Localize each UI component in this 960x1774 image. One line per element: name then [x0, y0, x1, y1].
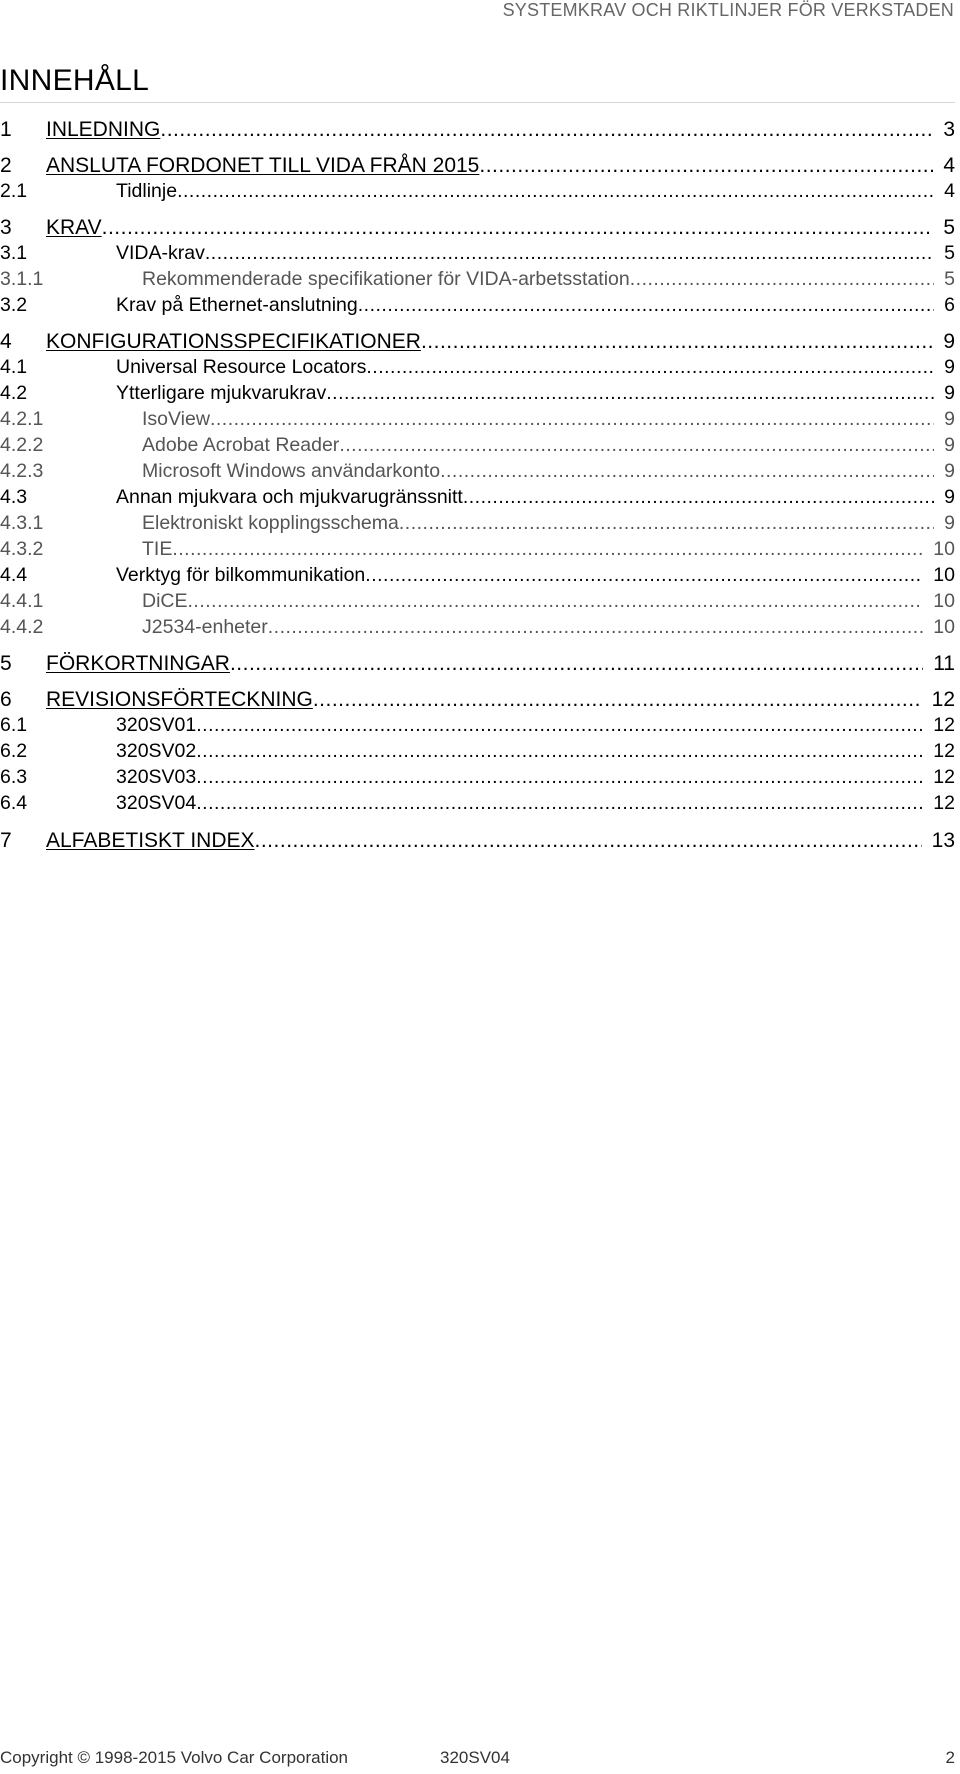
toc-entry-page-number: 10	[933, 590, 955, 612]
toc-entry-label[interactable]: FÖRKORTNINGAR	[46, 652, 230, 675]
toc-entry-label: Universal Resource Locators	[116, 356, 367, 378]
toc-entry[interactable]	[0, 590, 955, 613]
toc-entry-label[interactable]: KONFIGURATIONSSPECIFIKATIONER	[46, 330, 421, 353]
toc-entry-number: 6	[0, 688, 12, 711]
toc-entry-page-number: 9	[944, 486, 955, 508]
footer-copyright: Copyright © 1998-2015 Volvo Car Corporation	[0, 1748, 349, 1767]
dot-leader	[196, 740, 923, 763]
dot-leader	[205, 242, 934, 265]
toc-entry-number: 3	[0, 216, 12, 239]
toc-entry-page-number: 9	[944, 434, 955, 456]
toc-entry-page-number: 6	[944, 294, 955, 316]
toc-entry-number: 3.1	[0, 242, 28, 264]
toc-entry[interactable]	[0, 330, 955, 354]
dot-leader	[160, 118, 933, 142]
toc-entry-page-number: 12	[933, 766, 955, 788]
toc-entry-label: IsoView	[142, 408, 210, 430]
toc-entry[interactable]	[0, 740, 955, 763]
toc-entry[interactable]	[0, 512, 955, 535]
running-header-title: SYSTEMKRAV OCH RIKTLINJER FÖR VERKSTADEN	[502, 0, 954, 20]
toc-entry-page-number: 11	[933, 652, 955, 675]
toc-entry-number: 6.4	[0, 792, 28, 814]
toc-entry[interactable]	[0, 180, 955, 203]
toc-entry[interactable]	[0, 242, 955, 265]
dot-leader	[630, 268, 934, 291]
toc-entry-label: Tidlinje	[116, 180, 178, 202]
toc-entry-number: 7	[0, 829, 12, 852]
dot-leader	[421, 330, 933, 354]
toc-entry-label: Rekommenderade specifikationer för VIDA-arbetsstation	[142, 268, 630, 290]
toc-entry-page-number: 9	[944, 382, 955, 404]
toc-entry[interactable]	[0, 792, 955, 815]
dot-leader	[339, 434, 934, 457]
toc-entry-label: TIE	[142, 538, 173, 560]
dot-leader	[326, 382, 934, 405]
dot-leader	[196, 714, 923, 737]
toc-entry-number: 4.2	[0, 382, 28, 404]
toc-entry-label[interactable]: INLEDNING	[46, 118, 161, 141]
toc-entry[interactable]	[0, 714, 955, 737]
toc-entry-label: 320SV02	[116, 740, 197, 762]
toc-entry-number: 4.2.2	[0, 434, 44, 456]
toc-entry-page-number: 10	[933, 538, 955, 560]
dot-leader	[365, 564, 923, 587]
toc-entry-number: 4.3.1	[0, 512, 44, 534]
toc-entry-page-number: 9	[943, 330, 955, 353]
toc-entry[interactable]	[0, 829, 955, 853]
toc-entry-number: 3.2	[0, 294, 28, 316]
toc-entry[interactable]	[0, 652, 955, 676]
dot-leader	[313, 688, 922, 712]
toc-entry-page-number: 9	[944, 512, 955, 534]
toc-entry-label[interactable]: REVISIONSFÖRTECKNING	[46, 688, 313, 711]
toc-entry-number: 2	[0, 154, 12, 177]
toc-entry-page-number: 9	[944, 408, 955, 430]
toc-entry-number: 6.3	[0, 766, 28, 788]
toc-entry-page-number: 9	[944, 356, 955, 378]
toc-entry[interactable]	[0, 538, 955, 561]
dot-leader	[399, 512, 934, 535]
toc-entry-number: 2.1	[0, 180, 28, 202]
toc-entry-label: Annan mjukvara och mjukvarugränssnitt	[116, 486, 463, 508]
toc-entry-number: 1	[0, 118, 12, 141]
dot-leader	[188, 590, 924, 613]
dot-leader	[440, 460, 934, 483]
toc-entry-label: 320SV04	[116, 792, 197, 814]
dot-leader	[102, 216, 934, 240]
toc-entry-number: 4.4.2	[0, 616, 44, 638]
toc-entry-label: Ytterligare mjukvarukrav	[116, 382, 327, 404]
dot-leader	[196, 766, 923, 789]
toc-entry-page-number: 5	[943, 216, 955, 239]
toc-entry[interactable]	[0, 154, 955, 178]
toc-entry-page-number: 13	[931, 829, 955, 852]
toc-entry-number: 4.3	[0, 486, 28, 508]
dot-leader	[230, 652, 923, 676]
dot-leader	[463, 486, 934, 509]
toc-entry[interactable]	[0, 486, 955, 509]
toc-entry-page-number: 3	[943, 118, 955, 141]
toc-entry[interactable]	[0, 616, 955, 639]
toc-entry-page-number: 5	[944, 268, 955, 290]
toc-entry-page-number: 12	[933, 740, 955, 762]
toc-entry-number: 6.2	[0, 740, 28, 762]
toc-entry-page-number: 4	[943, 154, 955, 177]
dot-leader	[358, 294, 934, 317]
toc-entry[interactable]	[0, 460, 955, 483]
toc-entry[interactable]	[0, 766, 955, 789]
toc-entry-label: Microsoft Windows användarkonto	[142, 460, 441, 482]
toc-entry[interactable]	[0, 118, 955, 142]
toc-entry-page-number: 10	[933, 564, 955, 586]
toc-entry-number: 4.4	[0, 564, 28, 586]
dot-leader	[479, 154, 933, 178]
toc-entry-number: 4	[0, 330, 12, 353]
toc-entry-page-number: 12	[933, 714, 955, 736]
toc-entry-label: 320SV01	[116, 714, 197, 736]
toc-entry-label: VIDA-krav	[116, 242, 205, 264]
dot-leader	[177, 180, 934, 203]
toc-entry-number: 4.4.1	[0, 590, 44, 612]
toc-entry-page-number: 9	[944, 460, 955, 482]
toc-entry-label: Elektroniskt kopplingsschema	[142, 512, 399, 534]
toc-entry-label: J2534-enheter	[142, 616, 268, 638]
toc-entry-label: Krav på Ethernet-anslutning	[116, 294, 358, 316]
toc-entry-page-number: 12	[933, 792, 955, 814]
dot-leader	[268, 616, 924, 639]
footer-page-number: 2	[945, 1748, 955, 1767]
toc-entry[interactable]	[0, 216, 955, 240]
toc-entry[interactable]	[0, 408, 955, 431]
toc-entry-page-number: 4	[944, 180, 955, 202]
toc-entry-page-number: 10	[933, 616, 955, 638]
toc-entry-number: 4.2.3	[0, 460, 44, 482]
toc-entry-number: 5	[0, 652, 12, 675]
dot-leader	[255, 829, 922, 853]
toc-entry-label[interactable]: KRAV	[46, 216, 102, 239]
toc-entry[interactable]	[0, 268, 955, 291]
toc-entry[interactable]	[0, 688, 955, 712]
toc-title: INNEHÅLL	[0, 64, 150, 97]
toc-entry-number: 3.1.1	[0, 268, 44, 290]
toc-entry-label: DiCE	[142, 590, 188, 612]
toc-entry[interactable]	[0, 564, 955, 587]
toc-entry-label[interactable]: ALFABETISKT INDEX	[46, 829, 255, 852]
toc-entry-number: 4.2.1	[0, 408, 44, 430]
page-footer	[0, 1748, 955, 1772]
toc-entry-page-number: 12	[931, 688, 955, 711]
footer-document-version: 320SV04	[440, 1748, 510, 1767]
toc-entry[interactable]	[0, 294, 955, 317]
toc-entry-number: 6.1	[0, 714, 28, 736]
dot-leader	[172, 538, 923, 561]
toc-entry[interactable]	[0, 434, 955, 457]
dot-leader	[210, 408, 934, 431]
toc-entry-number: 4.3.2	[0, 538, 44, 560]
toc-entry-page-number: 5	[944, 242, 955, 264]
toc-entry-label: 320SV03	[116, 766, 197, 788]
toc-entry[interactable]	[0, 356, 955, 379]
toc-entry-label[interactable]: ANSLUTA FORDONET TILL VIDA FRÅN 2015	[46, 154, 480, 177]
toc-entry-label: Verktyg för bilkommunikation	[116, 564, 366, 586]
toc-entry-number: 4.1	[0, 356, 28, 378]
toc-entry[interactable]	[0, 382, 955, 405]
dot-leader	[196, 792, 923, 815]
dot-leader	[366, 356, 934, 379]
toc-entry-label: Adobe Acrobat Reader	[142, 434, 340, 456]
